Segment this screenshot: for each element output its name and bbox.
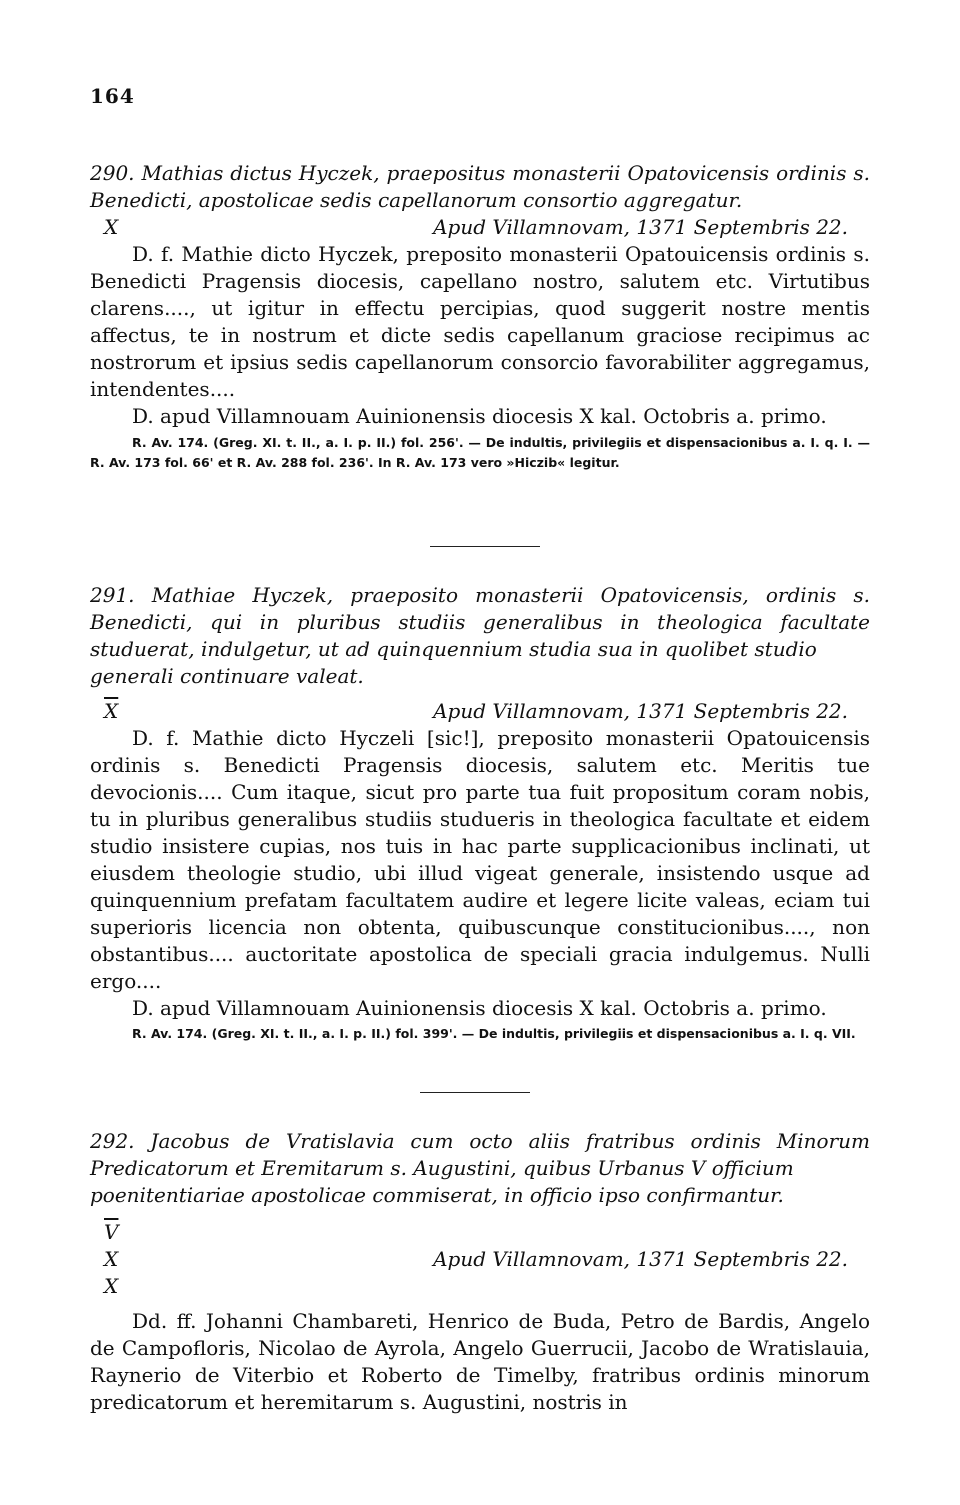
entry-290-siglum: X [104, 215, 119, 239]
entry-292-siglum-row-1 [90, 1219, 870, 1246]
entry-292-heading: 292. Jacobus de Vratislavia cum octo aliis fratribus ordinis Minorum Predicatorum et Eremitarum s. Augustini, quibus Urbanus V officium [90, 1129, 870, 1180]
section-divider [430, 546, 540, 547]
entry-291-place-date: Apud Villamnovam, 1371 Septembris 22. [433, 699, 848, 723]
entry-291-dating: D. apud Villamnouam Auinionensis diocesis X kal. Octobris a. primo. [132, 996, 827, 1020]
entry-292-siglum-row-2 [90, 1246, 870, 1273]
entry-292-siglum-3: X [104, 1274, 119, 1298]
section-divider [420, 1092, 530, 1093]
entry-291-heading-last-line: generali continuare valeat. [90, 664, 364, 688]
entry-290-dating: D. apud Villamnouam Auinionensis diocesis X kal. Octobris a. primo. [132, 404, 827, 428]
entry-291-text: D. f. Mathie dicto Hyczeli [sic!], preposito monasterii Opatouicensis ordinis s. Benedicti Pragensis diocesis, salutem etc. Meritis tue devocionis.... Cum itaque, sicut pro parte tua fuit propositum coram nobis, tu in pluribus generalibus studiis studueris in theologica facultate et eidem studio insistere cupias, nos tuis in hac parte supplicacionibus inclinati, ut eiusdem theologie studio, ubi illud vigeat generale, insistendo usque ad quinquennium prefatam facultatem audire et legere licite valeas, eciam tui superioris licencia non obtenta, quibuscunque constitucionibus...., non obstantibus.... auctoritate apostolica de speciali gracia indulgemus. Nulli ergo.... [90, 726, 870, 993]
entry-291-heading: 291. Mathiae Hyczek, praeposito monasterii Opatovicensis, ordinis s. Benedicti, qui in pluribus studiis generalibus in theologica facultate studuerat, indulgetur, ut ad quinquennium studia sua in quolibet studio [90, 583, 870, 661]
entry-292-siglum-2: X [104, 1247, 119, 1271]
entry-291-siglum-row [90, 698, 870, 725]
entry-292-text: Dd. ff. Johanni Chambareti, Henrico de Buda, Petro de Bardis, Angelo de Campofloris, Nicolao de Ayrola, Angelo Guerrucii, Jacobo de Wratislauia, Raynerio de Viterbio et Roberto de Timelby, fratribus ordinis minorum predicatorum et heremitarum s. Augustini, nostris in [90, 1309, 870, 1414]
entry-290-heading: 290. Mathias dictus Hyczek, praepositus monasterii Opatovicensis ordinis s. Benedicti, apostolicae sedis capellanorum consortio aggregatur. [90, 161, 870, 212]
entry-291 [90, 582, 870, 1044]
entry-292-siglum-row-3 [90, 1273, 870, 1300]
page-number: 164 [90, 84, 135, 108]
entry-291-siglum: $\overline{X}$ [104, 699, 119, 723]
entry-292-siglum-1: $\overline{V}$ [104, 1220, 119, 1244]
entry-290-note: R. Av. 174. (Greg. XI. t. II., a. I. p. II.) fol. 256'. — De indultis, privilegiis et dispensacionibus a. I. q. I. — R. Av. 173 fol. 66' et R. Av. 288 fol. 236'. In R. Av. 173 vero »Hiczib« legitur. [90, 435, 870, 470]
entry-292-place-date: Apud Villamnovam, 1371 Septembris 22. [433, 1247, 848, 1271]
entry-290-text: D. f. Mathie dicto Hyczek, preposito monasterii Opatouicensis ordinis s. Benedicti Pragensis diocesis, capellano nostro, salutem etc. Virtutibus clarens...., ut igitur in effectu percipias, quod suggerit nostre mentis affectus, te in nostrum et dicte sedis capellanum graciose recipimus ac nostrorum et ipsius sedis capellanorum consorcio favorabiliter aggregamus, intendentes.... [90, 242, 870, 401]
entry-292 [90, 1128, 870, 1416]
entry-290-siglum-row [90, 214, 870, 241]
entry-292-heading-last-line: poenitentiariae apostolicae commiserat, in officio ipso confirmantur. [90, 1183, 784, 1207]
entry-290 [90, 160, 870, 473]
entry-291-note: R. Av. 174. (Greg. XI. t. II., a. I. p. II.) fol. 399'. — De indultis, privilegiis et dispensacionibus a. I. q. VII. [132, 1026, 856, 1041]
entry-290-place-date: Apud Villamnovam, 1371 Septembris 22. [433, 215, 848, 239]
